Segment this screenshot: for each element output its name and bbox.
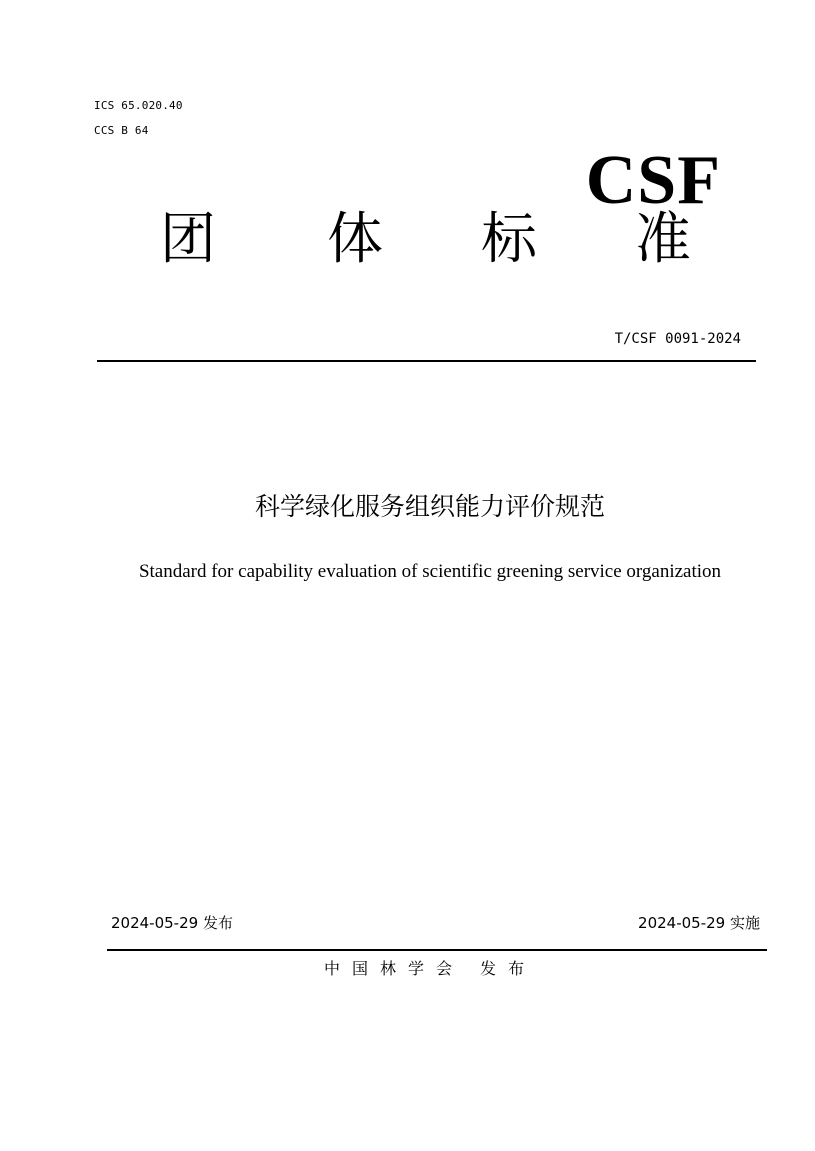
implement-date: 2024-05-29 实施 (638, 914, 760, 932)
issue-date: 2024-05-29 发布 (111, 914, 233, 932)
header-divider (97, 360, 756, 362)
document-title-english: Standard for capability evaluation of scientific greening service organization (138, 561, 722, 582)
csf-logo: CSF (585, 142, 721, 219)
publisher-org: 中国林学会 (323, 959, 464, 978)
standard-type-char-4: 准 (635, 207, 691, 272)
publisher-action: 发布 (480, 959, 537, 978)
ccs-code: CCS B 64 (94, 124, 149, 137)
ics-code: ICS 65.020.40 (94, 99, 183, 112)
standard-type-char-1: 团 (160, 207, 216, 272)
document-title-chinese: 科学绿化服务组织能力评价规范 (254, 492, 605, 521)
standard-type-char-3: 标 (481, 207, 537, 272)
standard-type-char-2: 体 (327, 207, 383, 272)
publisher (0, 957, 815, 981)
classification-codes (94, 93, 183, 143)
standard-number: T/CSF 0091-2024 (614, 331, 741, 347)
footer-divider (107, 949, 767, 951)
